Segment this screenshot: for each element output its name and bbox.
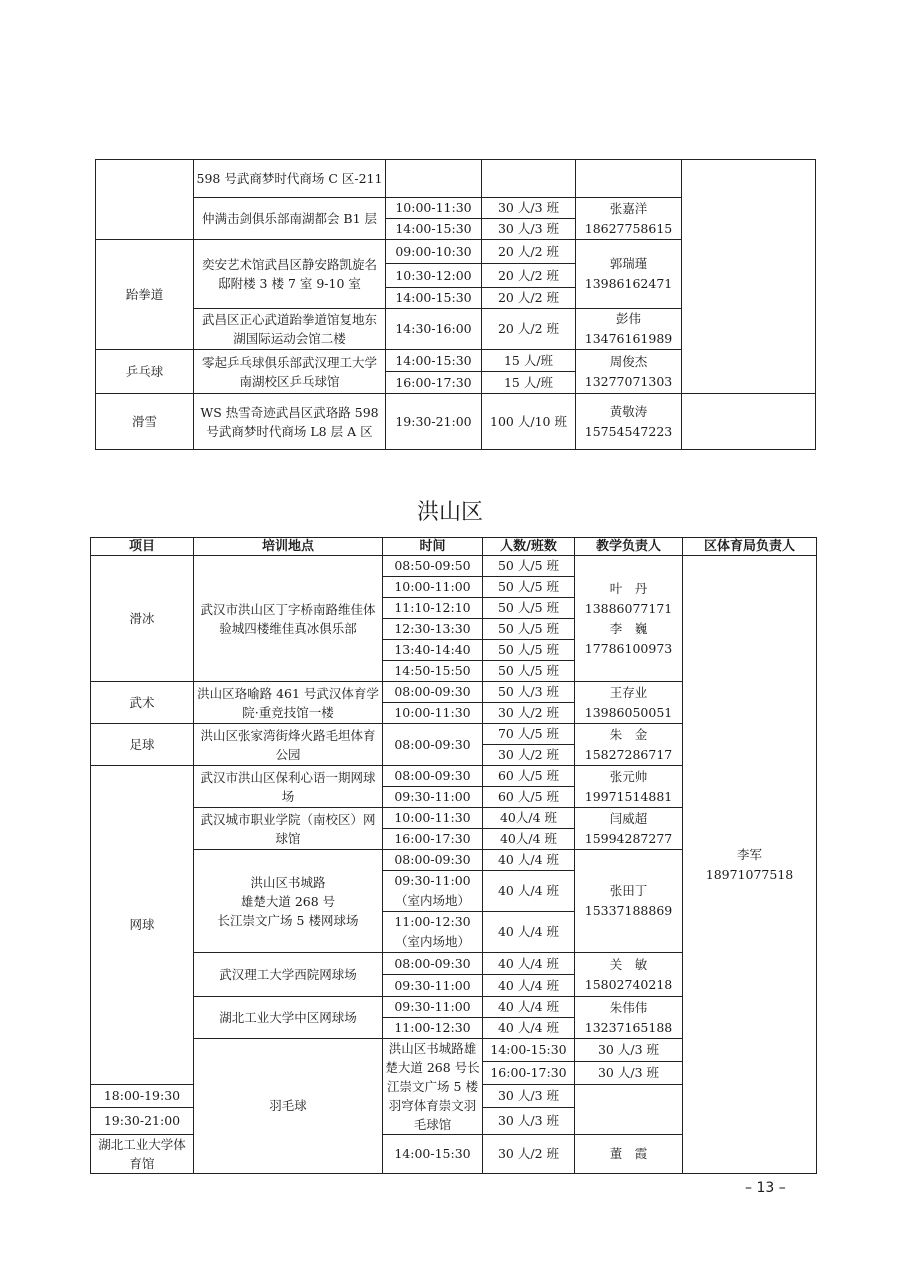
people-cell: 100 人/10 班 xyxy=(482,394,576,450)
coach-name: 黄敬涛 xyxy=(609,403,648,419)
time-cell: 11:10-12:10 xyxy=(383,598,483,619)
header-project: 项目 xyxy=(91,538,194,556)
location-cell: 武昌区正心武道跆拳道馆复地东湖国际运动会馆二楼 xyxy=(194,309,386,350)
people-cell: 40 人/4 班 xyxy=(483,912,575,953)
location-cell: 零起乒乓球俱乐部武汉理工大学南湖校区乒乓球馆 xyxy=(194,350,386,394)
coach-name: 彭伟 xyxy=(615,311,641,326)
coach-name: 关 敏 xyxy=(609,956,648,972)
coach-name: 闫威超 xyxy=(609,810,648,826)
people-cell: 60 人/5 班 xyxy=(483,787,575,808)
coach-cell xyxy=(575,724,683,766)
time-cell: 08:00-09:30 xyxy=(383,682,483,703)
time-cell: 08:00-09:30 xyxy=(383,850,483,871)
location-cell: 武汉城市职业学院（南校区）网球馆 xyxy=(194,808,383,850)
time-cell: 19:30-21:00 xyxy=(91,1107,194,1134)
time-cell xyxy=(383,871,483,912)
coach-phone: 13277071303 xyxy=(584,373,673,389)
district-manager-name: 李军 xyxy=(736,846,762,862)
coach-cell xyxy=(575,997,683,1039)
people-cell: 40 人/4 班 xyxy=(483,997,575,1018)
coach-name: 叶 丹 xyxy=(609,580,648,596)
coach-phone: 17786100973 xyxy=(584,640,673,656)
coach-name: 王存业 xyxy=(609,684,648,700)
people-cell: 30 人/3 班 xyxy=(483,1084,575,1107)
time-cell: 16:00-17:30 xyxy=(386,372,482,394)
coach-phone: 15994287277 xyxy=(584,830,673,846)
coach-phone: 15827286717 xyxy=(584,746,673,762)
time-cell: 09:30-11:00 xyxy=(383,975,483,997)
header-coach: 教学负责人 xyxy=(575,538,683,556)
location-line: 雄楚大道 268 号 xyxy=(240,893,336,909)
coach-phone: 15337188869 xyxy=(584,903,673,918)
time-cell: 14:00-15:30 xyxy=(383,1135,483,1174)
location-cell: 奕安艺术馆武昌区静安路凯旋名邸附楼 3 楼 7 室 9-10 室 xyxy=(194,240,386,309)
location-cell: 598 号武商梦时代商场 C 区-211 xyxy=(194,160,386,198)
people-cell: 50 人/5 班 xyxy=(483,598,575,619)
location-cell: 武汉市洪山区丁字桥南路维佳体验城四楼维佳真冰俱乐部 xyxy=(194,556,383,682)
project-skating: 滑冰 xyxy=(91,556,194,682)
people-cell: 30 人/3 班 xyxy=(575,1061,683,1084)
people-cell: 40人/4 班 xyxy=(483,808,575,829)
district-manager-cell xyxy=(683,556,817,1174)
header-people: 人数/班数 xyxy=(483,538,575,556)
coach-phone: 18627758615 xyxy=(584,220,673,236)
time-text: 11:00-12:30 xyxy=(394,914,471,929)
people-cell: 40 人/4 班 xyxy=(483,953,575,975)
coach-phone: 13237165188 xyxy=(584,1019,673,1035)
time-cell: 14:00-15:30 xyxy=(386,219,482,240)
project-wushu: 武术 xyxy=(91,682,194,724)
time-cell: 14:30-16:00 xyxy=(386,309,482,350)
people-cell: 30 人/2 班 xyxy=(483,745,575,766)
time-cell: 13:40-14:40 xyxy=(383,640,483,661)
people-cell: 60 人/5 班 xyxy=(483,766,575,787)
location-cell: 洪山区张家湾街烽火路毛坦体育公园 xyxy=(194,724,383,766)
coach-cell xyxy=(575,808,683,850)
project-pingpong: 乒乓球 xyxy=(96,350,194,394)
coach-phone: 19971514881 xyxy=(584,788,673,804)
project-football: 足球 xyxy=(91,724,194,766)
project-badminton: 羽毛球 xyxy=(194,1039,383,1174)
coach-cell xyxy=(576,394,682,450)
time-cell: 14:00-15:30 xyxy=(386,350,482,372)
people-cell: 50 人/5 班 xyxy=(483,556,575,577)
header-location: 培训地点 xyxy=(194,538,383,556)
time-cell: 14:00-15:30 xyxy=(483,1039,575,1062)
time-cell: 09:00-10:30 xyxy=(386,240,482,264)
time-note: （室内场地） xyxy=(394,893,470,908)
coach-name: 张田丁 xyxy=(609,883,648,898)
people-cell: 50 人/5 班 xyxy=(483,640,575,661)
coach-cell xyxy=(576,309,682,350)
people-cell: 30 人/3 班 xyxy=(575,1039,683,1062)
time-cell: 08:00-09:30 xyxy=(383,766,483,787)
time-text: 09:30-11:00 xyxy=(394,873,471,888)
section-title: 洪山区 xyxy=(416,500,483,525)
coach-name: 郭瑞瑾 xyxy=(609,256,648,271)
people-cell xyxy=(482,160,576,198)
time-note: （室内场地） xyxy=(394,934,470,949)
time-cell: 10:00-11:30 xyxy=(383,808,483,829)
people-cell: 20 人/2 班 xyxy=(482,240,576,264)
location-cell: 洪山区书城路雄楚大道 268 号长江崇文广场 5 楼羽穹体育崇文羽毛球馆 xyxy=(383,1039,483,1135)
people-cell: 50 人/3 班 xyxy=(483,682,575,703)
time-cell: 08:00-09:30 xyxy=(383,953,483,975)
coach-cell xyxy=(576,198,682,240)
time-cell: 09:30-11:00 xyxy=(383,787,483,808)
coach-cell xyxy=(575,766,683,808)
coach-cell xyxy=(576,350,682,394)
coach-cell xyxy=(575,682,683,724)
people-cell: 50 人/5 班 xyxy=(483,577,575,598)
coach-phone: 13986050051 xyxy=(584,704,673,720)
location-line: 长江崇文广场 5 楼网球场 xyxy=(217,912,359,928)
page-number: – 13 – xyxy=(745,1180,786,1196)
people-cell: 50 人/5 班 xyxy=(483,619,575,640)
coach-cell: 董 霞 xyxy=(575,1135,683,1174)
people-cell: 70 人/5 班 xyxy=(483,724,575,745)
coach-name: 张元帅 xyxy=(609,768,648,784)
time-cell: 18:00-19:30 xyxy=(91,1084,194,1107)
coach-cell xyxy=(575,850,683,953)
coach-name: 朱伟伟 xyxy=(609,999,648,1015)
location-cell: 仲满击剑俱乐部南湖都会 B1 层 xyxy=(194,198,386,240)
coach-name: 周俊杰 xyxy=(609,353,648,369)
wuchang-table-continued xyxy=(95,159,816,450)
coach-phone: 15802740218 xyxy=(584,976,673,992)
project-cell xyxy=(96,160,194,240)
location-cell xyxy=(194,850,383,953)
time-cell: 14:00-15:30 xyxy=(386,288,482,309)
people-cell: 30 人/3 班 xyxy=(482,219,576,240)
coach-name: 朱 金 xyxy=(609,726,648,742)
coach-cell xyxy=(575,556,683,682)
location-line: 洪山区书城路 xyxy=(250,874,326,890)
location-cell: 洪山区珞喻路 461 号武汉体育学院·重竞技馆一楼 xyxy=(194,682,383,724)
time-cell xyxy=(386,160,482,198)
time-cell: 12:30-13:30 xyxy=(383,619,483,640)
coach-phone: 13476161989 xyxy=(584,331,673,346)
time-cell: 08:50-09:50 xyxy=(383,556,483,577)
coach-phone: 13886077171 xyxy=(584,600,673,616)
time-cell: 08:00-09:30 xyxy=(383,724,483,766)
location-cell: 湖北工业大学中区网球场 xyxy=(194,997,383,1039)
people-cell: 40 人/4 班 xyxy=(483,871,575,912)
time-cell: 19:30-21:00 xyxy=(386,394,482,450)
people-cell: 20 人/2 班 xyxy=(482,288,576,309)
district-manager-phone: 18971077518 xyxy=(705,866,794,882)
people-cell: 20 人/2 班 xyxy=(482,264,576,288)
time-cell: 14:50-15:50 xyxy=(383,661,483,682)
coach-phone: 13986162471 xyxy=(584,276,673,291)
coach-cell xyxy=(576,240,682,309)
time-cell: 11:00-12:30 xyxy=(383,1018,483,1039)
time-cell: 10:00-11:30 xyxy=(383,703,483,724)
coach-name: 李 巍 xyxy=(609,620,648,636)
location-cell: 武汉市洪山区保利心语一期网球场 xyxy=(194,766,383,808)
time-cell: 10:30-12:00 xyxy=(386,264,482,288)
coach-phone: 15754547223 xyxy=(584,423,673,439)
people-cell: 40 人/4 班 xyxy=(483,850,575,871)
time-cell: 10:00-11:30 xyxy=(386,198,482,219)
district-manager-cell xyxy=(682,394,816,450)
people-cell: 40 人/4 班 xyxy=(483,1018,575,1039)
project-tennis: 网球 xyxy=(91,766,194,1085)
district-manager-cell xyxy=(682,160,816,394)
project-skiing: 滑雪 xyxy=(96,394,194,450)
people-cell: 15 人/班 xyxy=(482,372,576,394)
location-cell: 湖北工业大学体育馆 xyxy=(91,1135,194,1174)
coach-cell xyxy=(575,953,683,997)
project-taekwondo: 跆拳道 xyxy=(96,240,194,350)
time-cell: 10:00-11:00 xyxy=(383,577,483,598)
location-cell: 武汉理工大学西院网球场 xyxy=(194,953,383,997)
people-cell: 50 人/5 班 xyxy=(483,661,575,682)
coach-name: 张嘉洋 xyxy=(609,200,648,216)
header-time: 时间 xyxy=(383,538,483,556)
people-cell: 30 人/3 班 xyxy=(482,198,576,219)
people-cell: 40 人/4 班 xyxy=(483,975,575,997)
hongshan-table xyxy=(90,537,817,1174)
coach-cell xyxy=(576,160,682,198)
people-cell: 30 人/2 班 xyxy=(483,1135,575,1174)
header-row xyxy=(91,538,817,556)
time-cell: 16:00-17:30 xyxy=(383,829,483,850)
people-cell: 40人/4 班 xyxy=(483,829,575,850)
people-cell: 15 人/班 xyxy=(482,350,576,372)
location-cell: WS 热雪奇迹武昌区武珞路 598 号武商梦时代商场 L8 层 A 区 xyxy=(194,394,386,450)
people-cell: 20 人/2 班 xyxy=(482,309,576,350)
people-cell: 30 人/3 班 xyxy=(483,1107,575,1134)
time-cell: 09:30-11:00 xyxy=(383,997,483,1018)
time-cell: 16:00-17:30 xyxy=(483,1061,575,1084)
header-district-manager: 区体育局负责人 xyxy=(683,538,817,556)
time-cell xyxy=(383,912,483,953)
people-cell: 30 人/2 班 xyxy=(483,703,575,724)
